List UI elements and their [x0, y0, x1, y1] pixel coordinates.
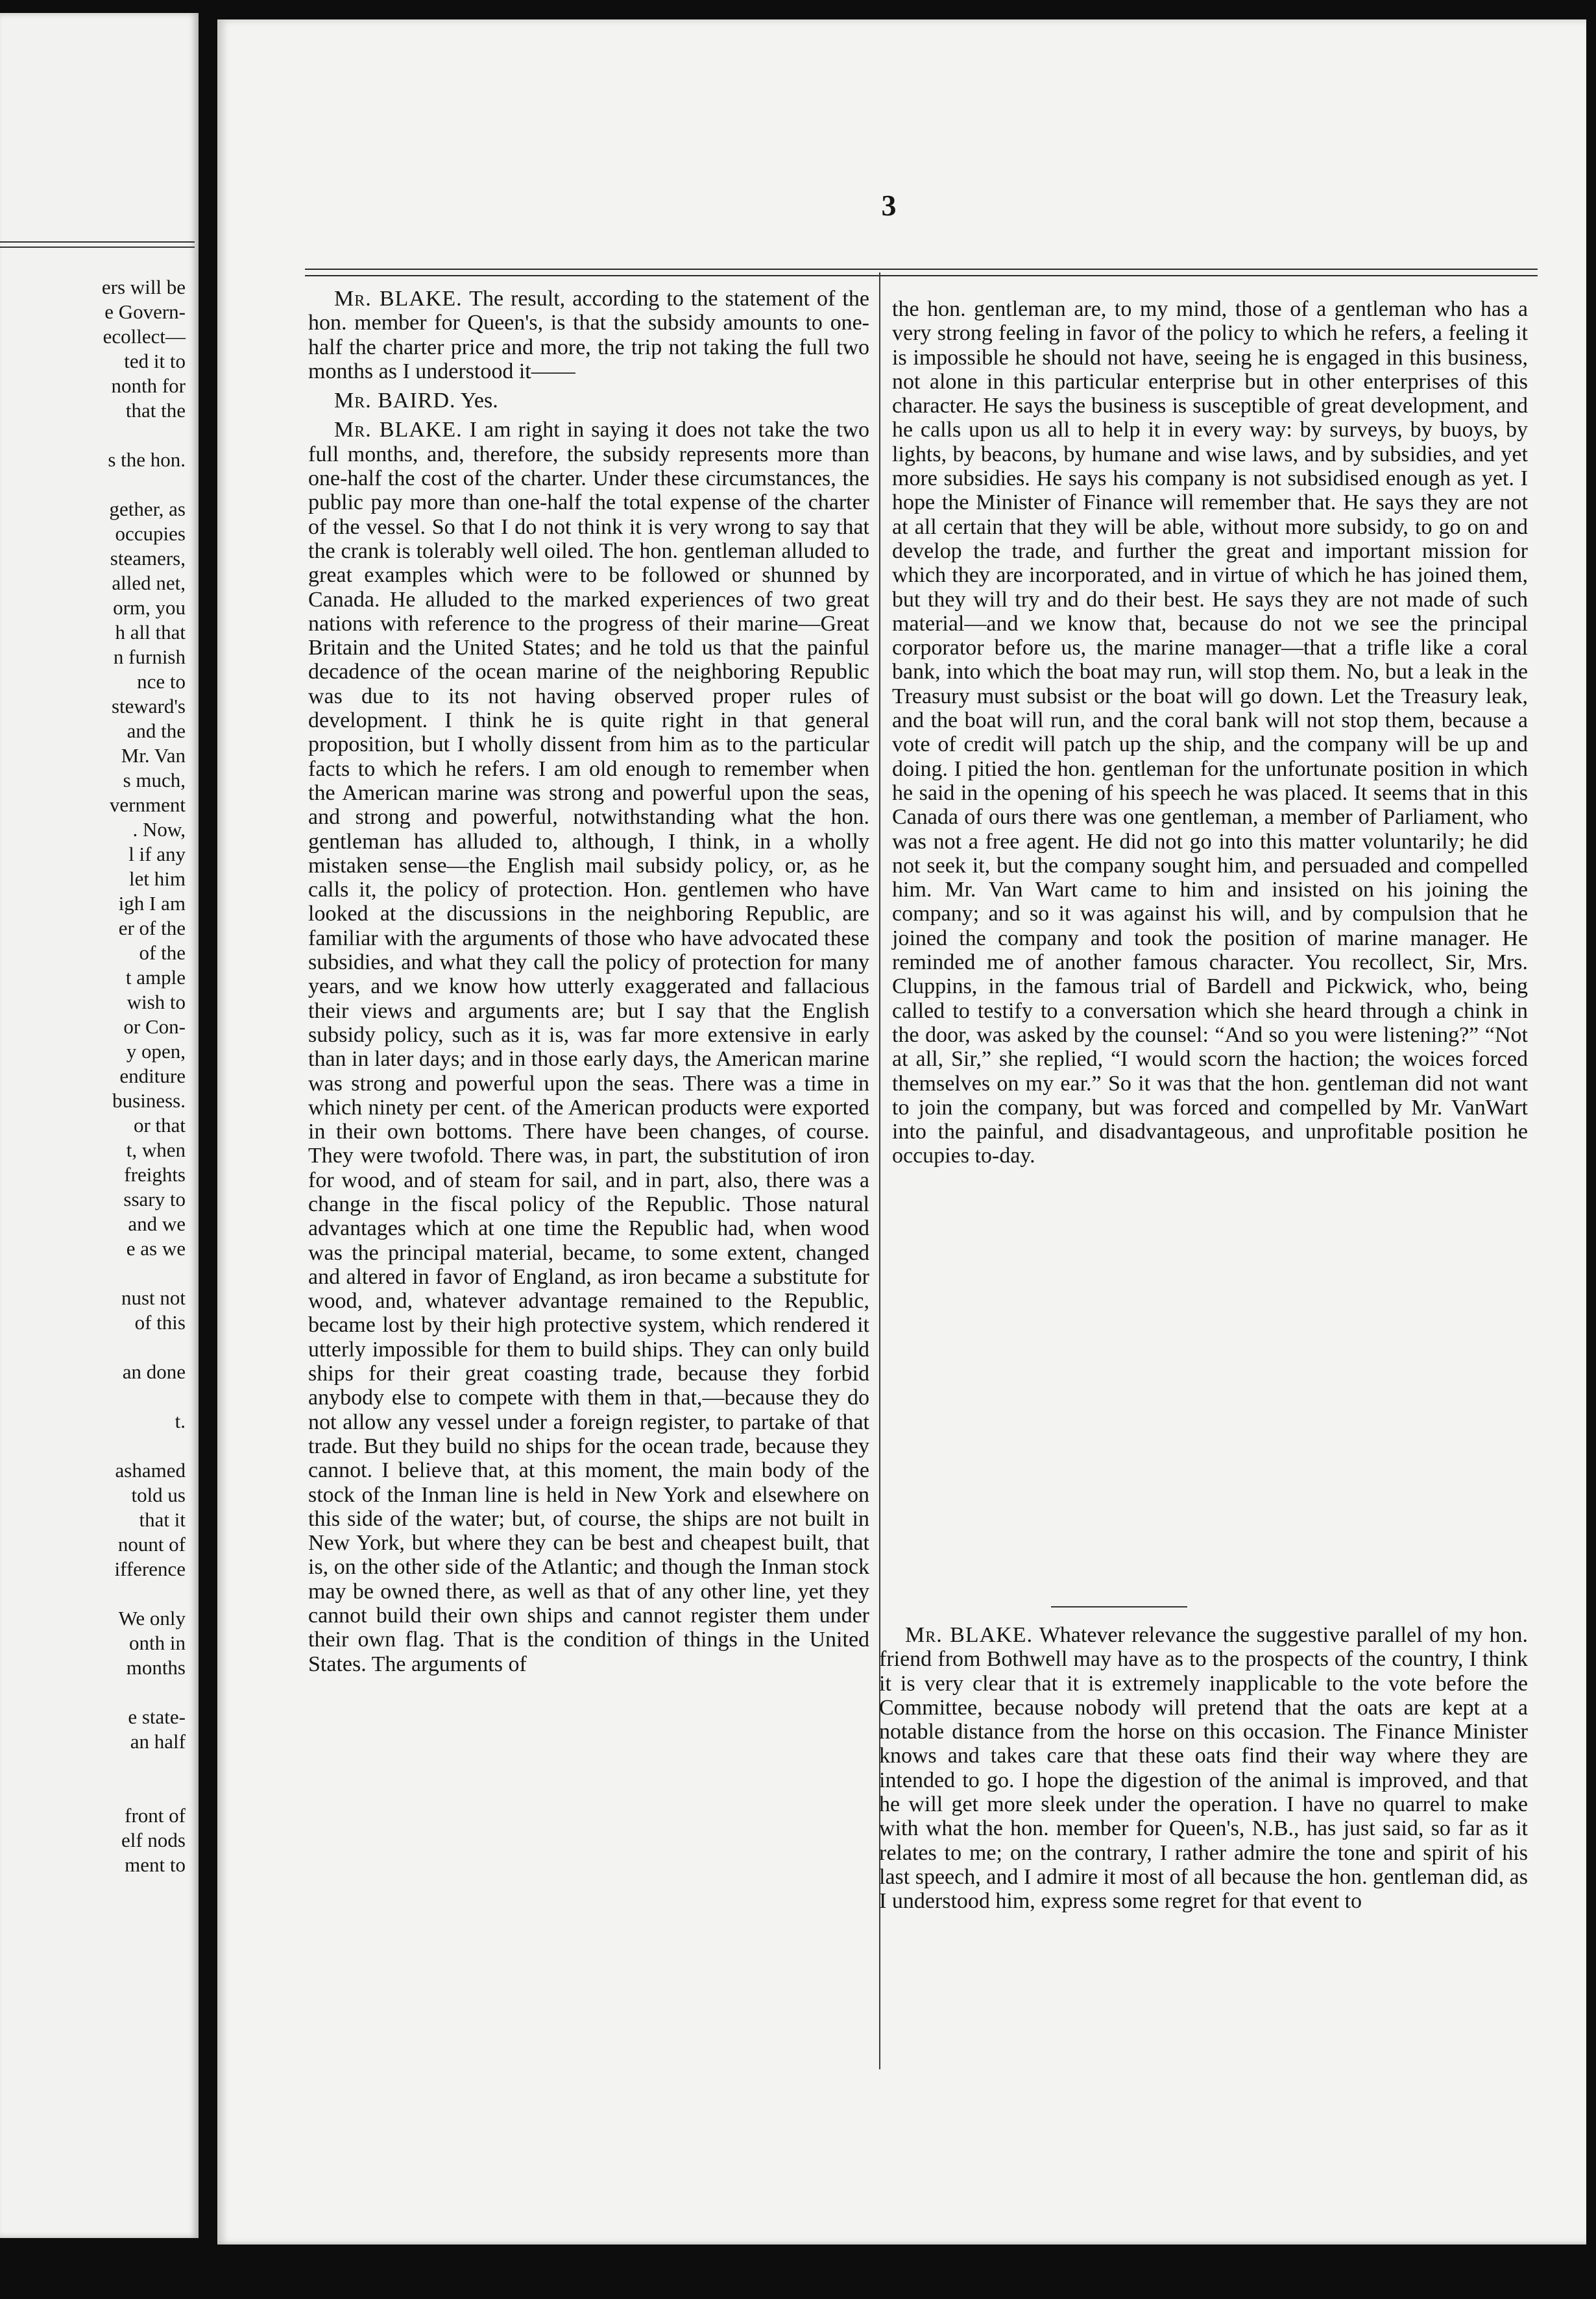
facing-page-line: We only	[118, 1607, 186, 1630]
facing-page-line: l if any	[128, 843, 186, 865]
facing-page-line: y open,	[126, 1040, 186, 1063]
facing-page-line: t.	[175, 1410, 186, 1432]
facing-page-line: freights	[124, 1163, 186, 1186]
facing-page-fragment	[0, 13, 199, 2238]
paragraph-text: Yes.	[460, 389, 498, 413]
facing-page-line: an done	[122, 1360, 186, 1383]
facing-page-line: told us	[131, 1484, 186, 1506]
document-page	[217, 19, 1586, 2245]
facing-page-line: gether, as	[109, 498, 186, 520]
facing-page-line: nust not	[121, 1286, 186, 1309]
facing-page-line: onth in	[129, 1631, 186, 1654]
facing-page-line: . Now,	[132, 818, 186, 841]
page-number: 3	[881, 189, 897, 222]
facing-page-line: and we	[128, 1212, 186, 1235]
facing-page-line: or that	[133, 1114, 186, 1137]
facing-page-line: orm, you	[113, 596, 186, 619]
facing-page-line: nce to	[137, 670, 186, 693]
facing-page-line: elf nods	[121, 1829, 186, 1851]
facing-page-line: ashamed	[115, 1459, 186, 1482]
facing-page-line: that it	[139, 1508, 186, 1531]
facing-page-line: and the	[127, 719, 186, 742]
paragraph	[308, 389, 869, 413]
facing-page-line: steward's	[111, 695, 186, 717]
header-rule	[0, 247, 195, 248]
paragraph-text: The result, according to the statement of the hon. member for Queen's, is that the subsidy amounts to one-half the charter price and more, the trip not taking the full two months as I understood it——	[308, 287, 869, 383]
facing-page-line: an half	[130, 1730, 186, 1753]
facing-page-line: that the	[125, 399, 186, 422]
facing-page-line: ssary to	[123, 1188, 186, 1210]
paragraph-text: I am right in saying it does not take the two full months, and, therefore, the subsidy represents more than one-half the cost of the charter. Under these circumstances, the public pay more than one-half the total expense of the charter of the vessel. So that I do not think it is very wrong to say that the crank is tolerably well oiled. The hon. gentleman alluded to great examples which were to be followed or shunned by Canada. He alluded to the marked experiences of two great nations with reference to the progress of their marine—Great Britain and the United States; and he told us that the painful decadence of the ocean marine of the neighboring Republic was due to its not having observed proper rules of development. I think he is quite right in that general proposition, but I wholly dissent from him as to the particular facts to which he refers. I am old enough to remember when the American marine was strong and powerful upon the seas, and strong and powerful, notwithstanding what the hon. gentleman has alluded to, although, I think, in a wholly mistaken sense—the English mail subsidy policy, or, as he calls it, the policy of protection. Hon. gentlemen who have looked at the discussions in the neighboring Republic, are familiar with the arguments of those who have advocated these subsidies, and what they call the policy of protection for many years, and we know how utterly exaggerated and fallacious their views and arguments are; but I say that the English subsidy policy, such as it is, was far more extensive in early than in later days; and in those early days, the American marine was strong and powerful upon the seas. There was a time in which ninety per cent. of the American products were exported in their own bottoms. There have been changes, of course. They were twofold. There was, in part, the substitution of iron for wood, and of steam for sail, and in part, also, there was a change in the fiscal policy of the Republic. Those natural advantages which at one time the Republic had, when wood was the principal material, became, to some extent, changed and altered in favor of England, as iron became a substitute for wood, and, whatever advantage remained to the Republic, became lost by their high protective system, which rendered it utterly impossible for them to build ships. They can only build ships for their great coasting trade, because they forbid anybody else to compete with them in that,—because they do not allow any vessel under a foreign register, to partake of that trade. But they build no ships for the ocean trade, because they cannot. I believe that, at this moment, the main body of the stock of the Inman line is held in New York and elsewhere on this side of the water; but, of course, the ships are not built in New York, but where they can be best and cheapest built, that is, on the other side of the Atlantic; and though the Inman stock may be owned there, as well as that of any other line, yet they cannot build their own ships and cannot register them under their own flag. That is the condition of things in the United States. The arguments of	[308, 418, 870, 1676]
speaker-name: Mr. BLAKE.	[905, 1623, 1033, 1647]
facing-page-line: er of the	[118, 917, 186, 939]
paragraph	[892, 297, 1528, 1168]
facing-page-line: nonth for	[111, 374, 186, 397]
facing-page-line: igh I am	[118, 892, 186, 915]
speaker-name: Mr. BLAKE.	[334, 418, 463, 442]
header-rule	[305, 275, 1538, 276]
text-column-right-continued	[879, 1623, 1528, 1919]
paragraph	[879, 1623, 1528, 1914]
facing-page-line: or Con-	[123, 1015, 186, 1038]
paragraph-text: the hon. gentleman are, to my mind, those of a gentleman who has a very strong feeling in favor of the policy to which he refers, a feeling it is impossible he should not have, seeing he is engaged in this business, not alone in this particular enterprise but in other enterprises of this character. He says the business is susceptible of great development, and he calls upon us all to help it in every way: by surveys, by buoys, by lights, by beacons, by humane and wise laws, and by subsidies, and yet more subsidies. He says his company is not subsidised enough as yet. I hope the Minister of Finance will remember that. He says they are not at all certain that they will be able, without more subsidy, to go on and develop the trade, and further the great and important mission for which they are incorporated, and in virtue of which he has joined them, but they will try and do their best. He says they are not made of such material—and we know that, because do not we see the principal corporator before us, the marine manager—that a trifle like a coral bank, into which the boat may run, will stop them. No, but a leak in the Treasury must subsist or the boat will go down. Let the Treasury leak, and the boat will run, and the coral bank will not stop them, because a vote of credit will patch up the ship, and the company will be up and doing. I pitied the hon. gentleman for the unfortunate position in which he said in the opening of his speech he was placed. It seems that in this Canada of ours there was one gentleman, a member of Parliament, who was not a free agent. He did not go into this matter voluntarily; he did not seek it, but the company sought him, and persuaded and compelled him. Mr. Van Wart came to him and insisted on his joining the company; and so it was against his will, and by compulsion that he joined the company and took the position of marine manager. He reminded me of another famous character. You recollect, Sir, Mrs. Cluppins, in the famous trial of Bardell and Pickwick, who, being called to testify to a conversation which she heard through a chink in the door, was asked by the counsel: “And so you were listening?” “Not at all, Sir,” she replied, “I would scorn the haction; the woices forced themselves on my ear.” So it was that the hon. gentleman did not want to join the company, but was forced and compelled by Mr. VanWart into the painful, and disadvantageous, and unprofitable position he occupies to-day.	[892, 297, 1528, 1168]
facing-page-line: s the hon.	[108, 448, 186, 471]
paragraph	[308, 418, 869, 1676]
paragraph	[308, 287, 869, 383]
facing-page-line: of the	[139, 941, 186, 964]
header-rule	[0, 241, 195, 243]
facing-page-line: t, when	[126, 1138, 186, 1161]
facing-page-line: months	[126, 1656, 186, 1679]
facing-page-line: of this	[134, 1311, 186, 1334]
facing-page-line: ifference	[114, 1558, 186, 1580]
facing-page-line: ecollect—	[103, 325, 186, 348]
facing-page-line: Mr. Van	[121, 744, 186, 767]
facing-page-line: h all that	[115, 621, 186, 644]
facing-page-line: s much,	[123, 769, 186, 791]
facing-page-line: vernment	[109, 793, 186, 816]
facing-page-line: n furnish	[113, 645, 186, 668]
facing-page-line: front of	[125, 1804, 186, 1827]
facing-page-line: steamers,	[110, 547, 186, 570]
facing-page-line: e Govern-	[104, 300, 186, 323]
facing-page-line: e as we	[126, 1237, 186, 1260]
section-divider	[1051, 1606, 1187, 1607]
facing-page-line: business.	[112, 1089, 186, 1112]
facing-page-line: nount of	[117, 1533, 186, 1556]
scan-edge-shadow	[0, 2241, 1596, 2299]
speaker-name: Mr. BLAKE.	[334, 287, 463, 311]
facing-page-line: ted it to	[124, 350, 186, 372]
facing-page-line: let him	[129, 867, 186, 890]
facing-page-line: alled net,	[112, 572, 186, 594]
header-rule	[305, 269, 1538, 270]
facing-page-line: wish to	[127, 991, 186, 1013]
text-column-left	[308, 287, 869, 1681]
text-column-right	[892, 297, 1528, 1174]
paragraph-text: Whatever relevance the suggestive parallel of my hon. friend from Bothwell may have as to the prospects of the country, I think it is very clear that it is extremely inapplicable to the vote before the Committee, because nobody will pretend that the oats are kept at a notable distance from the horse on this occasion. The Finance Minister knows and takes care that these oats find their way where they are intended to go. I hope the digestion of the animal is improved, and that he will get more sleek under the operation. I have no quarrel to make with what the hon. member for Queen's, N.B., has just said, so far as it relates to me; on the contrary, I rather admire the tone and spirit of his last speech, and I admire it most of all because the hon. gentleman did, as I understood him, express some regret for that event to	[879, 1623, 1528, 1914]
facing-page-line: t ample	[125, 966, 186, 989]
speaker-name: Mr. BAIRD.	[334, 389, 456, 413]
facing-page-line: enditure	[119, 1065, 186, 1087]
facing-page-line: occupies	[115, 522, 186, 545]
facing-page-line: e state-	[128, 1705, 186, 1728]
facing-page-line: ers will be	[101, 276, 186, 298]
facing-page-line: ment to	[125, 1853, 186, 1876]
